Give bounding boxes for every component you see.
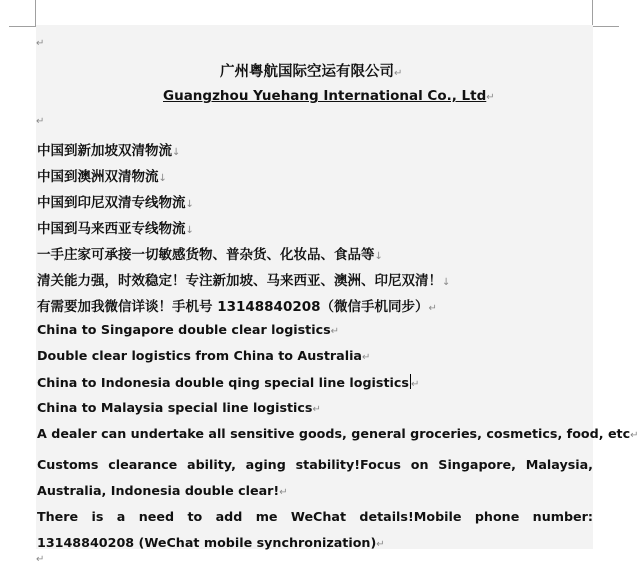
en-line-australia: Double clear logistics from China to Australia↵ — [37, 348, 371, 363]
company-name-cn: 广州粤航国际空运有限公司↵ — [220, 64, 403, 80]
cn-line-contact: 有需要加我微信详谈！手机号 13148840208（微信手机同步）↵ — [37, 299, 437, 315]
en-line-malaysia: China to Malaysia special line logistics↵ — [37, 400, 321, 415]
crop-mark-top-left — [9, 0, 36, 27]
empty-paragraph: ↵ — [36, 554, 45, 565]
cn-line-goods: 一手庄家可承接一切敏感货物、普杂货、化妆品、食品等↓ — [37, 247, 383, 263]
empty-paragraph: ↵ — [36, 116, 45, 127]
company-name-en: Guangzhou Yuehang International Co., Ltd↵ — [163, 88, 495, 104]
en-line-customs: Customs clearance ability, aging stability!Focus on Singapore, Malaysia, Australia, Indonesia double clear!↵ — [37, 457, 593, 498]
en-line-singapore: China to Singapore double clear logistics↵ — [37, 322, 340, 337]
cn-line-australia: 中国到澳洲双清物流↓ — [37, 169, 167, 185]
cn-line-singapore: 中国到新加坡双清物流↓ — [37, 143, 181, 159]
empty-paragraph: ↵ — [36, 38, 45, 49]
cn-line-customs: 清关能力强，时效稳定！专注新加坡、马来西亚、澳洲、印尼双清！↓ — [37, 273, 451, 289]
crop-mark-top-right — [592, 0, 619, 27]
en-line-contact: There is a need to add me WeChat details!Mobile phone number: 13148840208 (WeChat mobile synchronization)↵ — [37, 509, 593, 550]
cn-line-malaysia: 中国到马来西亚专线物流↓ — [37, 221, 194, 237]
en-line-indonesia: China to Indonesia double qing special line logistics ↵ — [37, 375, 420, 390]
en-line-goods: A dealer can undertake all sensitive goods, general groceries, cosmetics, food, etc↵ — [37, 426, 639, 441]
cn-line-indonesia: 中国到印尼双清专线物流↓ — [37, 195, 194, 211]
